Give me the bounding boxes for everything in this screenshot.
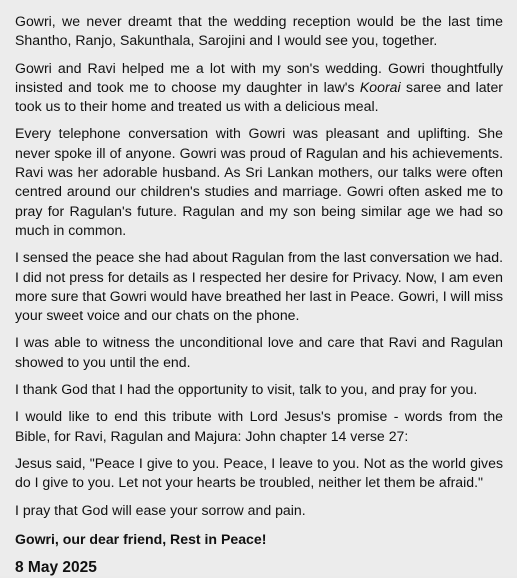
paragraph-unconditional-love: I was able to witness the unconditional love and care that Ravi and Ragulan showed to you until the end. xyxy=(15,334,503,370)
paragraph-sons-wedding xyxy=(15,59,503,117)
paragraph-telephone-conversations: Every telephone conversation with Gowri was pleasant and uplifting. She never spoke ill of anyone. Gowri was proud of Ragulan and his achievements. Ravi was her adorable husband. As Sri Lankan mothers, our talks were often centred around our children's studies and marriage. Gowri often asked me to pray for Ragulan's future. Ragulan and my son being similar age we had so much in common. xyxy=(15,125,503,238)
koorai-italic-word: Koorai xyxy=(359,78,401,95)
paragraph-thank-god: I thank God that I had the opportunity to visit, talk to you, and pray for you. xyxy=(15,381,478,398)
paragraph-jesus-quote: Jesus said, "Peace I give to you. Peace, I leave to you. Not as the world gives do I give to you. Let not your hearts be troubled, neither let them be afraid." xyxy=(15,454,503,491)
paragraph-sons-wedding-text-2: saree and later took us to their home and treated us with a delicious meal. xyxy=(15,78,503,115)
paragraph-sons-wedding-text-1: Gowri and Ravi helped me a lot with my son's wedding. Gowri thoughtfully insisted and took me to choose my daughter in law's xyxy=(15,59,503,95)
signoff-rest-in-peace: Gowri, our dear friend, Rest in Peace! xyxy=(15,530,267,547)
tribute-date: 8 May 2025 xyxy=(15,558,97,576)
paragraph-bible-promise-intro: I would like to end this tribute with Lord Jesus's promise - words from the Bible, for Ravi, Ragulan and Majura: John chapter 14 verse 27: xyxy=(15,408,503,444)
paragraph-wedding-reception: Gowri, we never dreamt that the wedding reception would be the last time Shantho, Ranjo, Sakunthala, Sarojini and I would see you, together. xyxy=(15,13,503,49)
paragraph-prayer: I pray that God will ease your sorrow and pain. xyxy=(15,501,306,518)
paragraph-peace-about-ragulan: I sensed the peace she had about Ragulan from the last conversation we had. I did not press for details as I respected her desire for Privacy. Now, I am even more sure that Gowri would have breathed her last in Peace. Gowri, I will miss your sweet voice and our chats on the phone. xyxy=(15,249,504,324)
